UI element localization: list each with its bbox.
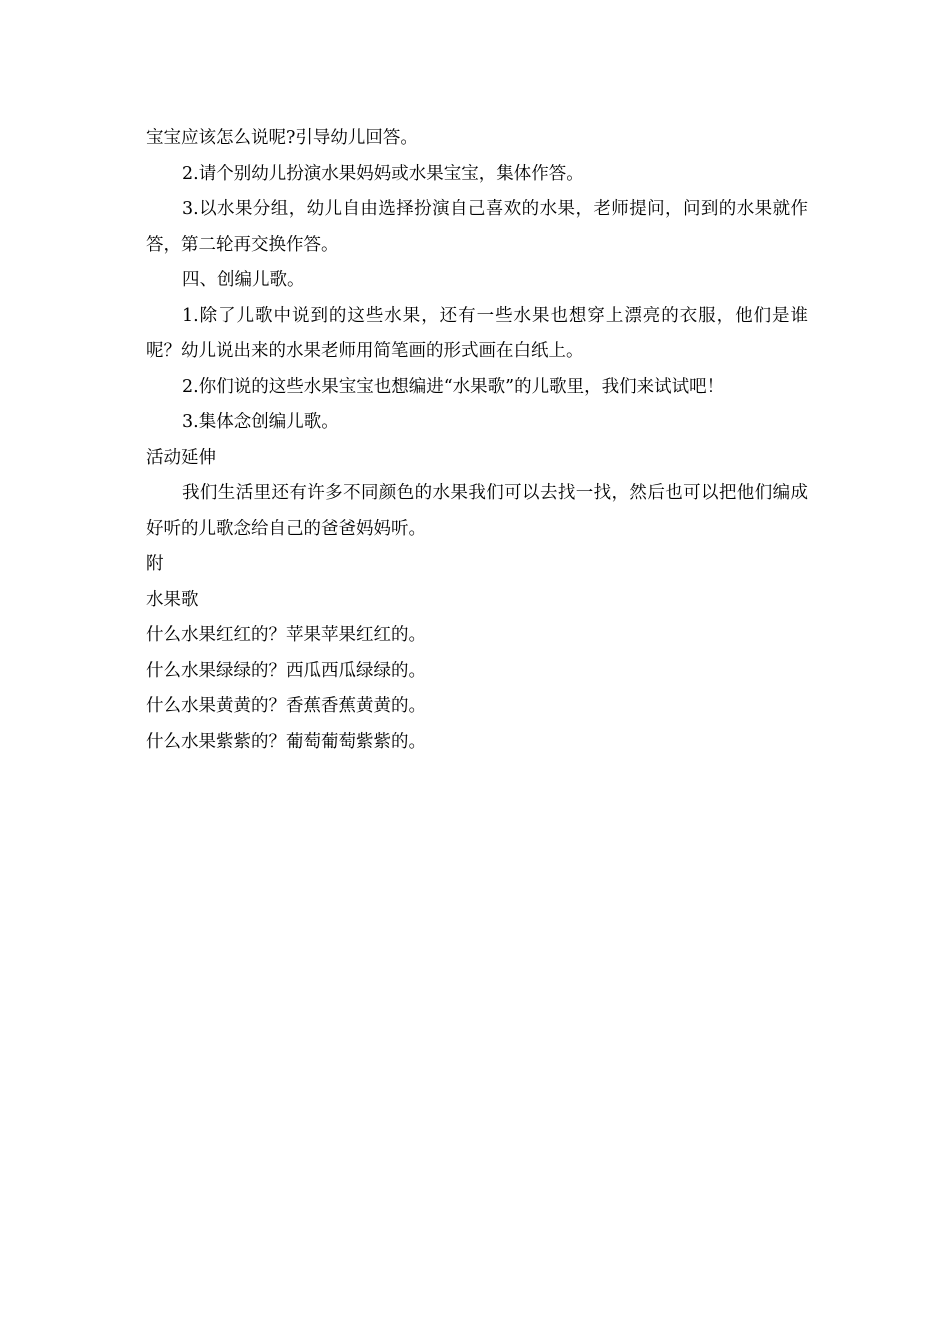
paragraph-step-3: 3.以水果分组，幼儿自由选择扮演自己喜欢的水果，老师提问，问到的水果就作答，第二轮再交换作答。 xyxy=(146,199,808,255)
document-body xyxy=(146,121,808,760)
paragraph-create-step-1: 1.除了儿歌中说到的这些水果，还有一些水果也想穿上漂亮的衣服，他们是谁呢？幼儿说出来的水果老师用简笔画的形式画在白纸上。 xyxy=(146,305,808,361)
paragraph-create-step-2: 2.你们说的这些水果宝宝也想编进“水果歌”的儿歌里，我们来试试吧！ xyxy=(182,376,725,397)
paragraph-extension: 我们生活里还有许多不同颜色的水果我们可以去找一找，然后也可以把他们编成好听的儿歌念给自己的爸爸妈妈听。 xyxy=(146,483,808,539)
paragraph-create-step-3: 3.集体念创编儿歌。 xyxy=(182,412,339,432)
poem-line-4: 什么水果紫紫的？葡萄葡萄紫紫的。 xyxy=(146,731,426,752)
paragraph-step-2: 2.请个别幼儿扮演水果妈妈或水果宝宝，集体作答。 xyxy=(182,163,584,184)
poem xyxy=(146,583,808,761)
poem-line-2: 什么水果绿绿的？西瓜西瓜绿绿的。 xyxy=(146,660,426,681)
poem-title: 水果歌 xyxy=(146,589,199,610)
appendix-label: 附 xyxy=(146,554,164,574)
section-heading-create-song: 四、创编儿歌。 xyxy=(182,270,305,290)
poem-line-3: 什么水果黄黄的？香蕉香蕉黄黄的。 xyxy=(146,696,426,716)
poem-line-1: 什么水果红红的？苹果苹果红红的。 xyxy=(146,625,426,645)
section-heading-extension: 活动延伸 xyxy=(146,447,216,468)
paragraph-continuation: 宝宝应该怎么说呢?引导幼儿回答。 xyxy=(146,128,418,148)
